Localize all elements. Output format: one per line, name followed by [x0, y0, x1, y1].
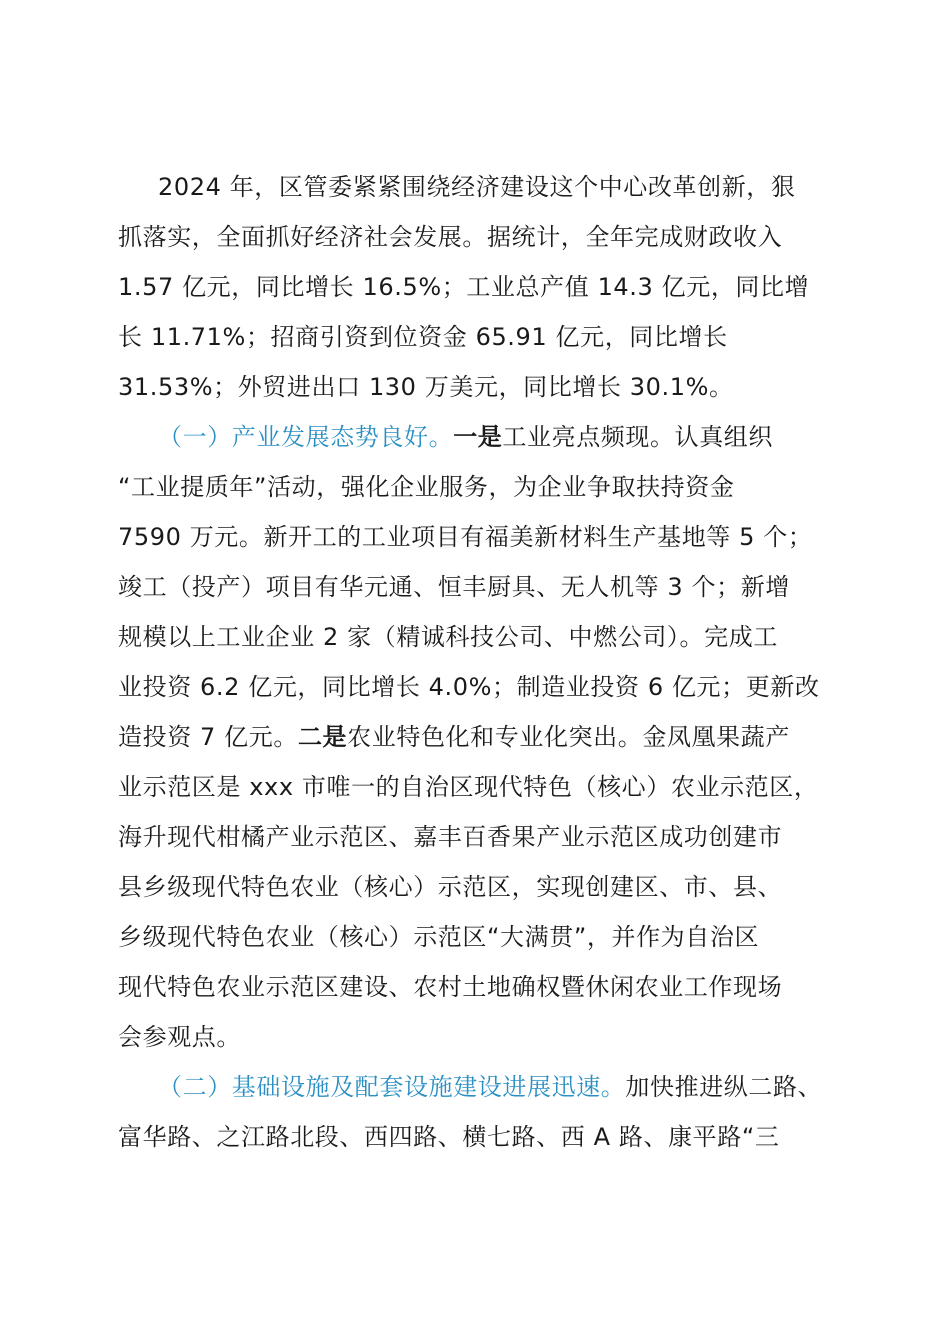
- point-text: 造投资 7 亿元。: [118, 723, 298, 751]
- paragraph-line: [118, 722, 790, 752]
- section-heading-line: [158, 1072, 822, 1102]
- paragraph-line: 乡级现代特色农业（核心）示范区“大满贯”，并作为自治区: [118, 923, 760, 951]
- paragraph-line: 抓落实，全面抓好经济社会发展。据统计，全年完成财政收入: [118, 223, 783, 251]
- paragraph-line: 业投资 6.2 亿元，同比增长 4.0%；制造业投资 6 亿元；更新改: [118, 673, 820, 701]
- paragraph-line: 竣工（投产）项目有华元通、恒丰厨具、无人机等 3 个；新增: [118, 573, 790, 601]
- point-text: 工业亮点频现。认真组织: [502, 423, 774, 451]
- paragraph-line: 规模以上工业企业 2 家（精诚科技公司、中燃公司）。完成工: [118, 623, 778, 651]
- section-heading-line: [158, 422, 773, 452]
- paragraph-line: 2024 年，区管委紧紧围绕经济建设这个中心改革创新，狠: [158, 173, 796, 201]
- point-text: 农业特色化和专业化突出。金凤凰果蔬产: [347, 723, 790, 751]
- paragraph-line: “工业提质年”活动，强化企业服务，为企业争取扶持资金: [118, 473, 735, 501]
- point-text: 加快推进纵二路、: [625, 1073, 823, 1101]
- paragraph-line: 长 11.71%；招商引资到位资金 65.91 亿元，同比增长: [118, 323, 728, 351]
- paragraph-line: 业示范区是 xxx 市唯一的自治区现代特色（核心）农业示范区，: [118, 773, 819, 801]
- section-heading: （二）基础设施及配套设施建设进展迅速。: [158, 1073, 626, 1101]
- paragraph-line: 海升现代柑橘产业示范区、嘉丰百香果产业示范区成功创建市: [118, 823, 783, 851]
- paragraph-line: 31.53%；外贸进出口 130 万美元，同比增长 30.1%。: [118, 373, 734, 401]
- paragraph-line: 会参观点。: [118, 1023, 241, 1051]
- paragraph-line: 富华路、之江路北段、西四路、横七路、西 A 路、康平路“三: [118, 1123, 780, 1151]
- section-heading: （一）产业发展态势良好。: [158, 423, 454, 451]
- point-label: 二是: [297, 723, 348, 751]
- paragraph-line: 县乡级现代特色农业（核心）示范区，实现创建区、市、县、: [118, 873, 783, 901]
- paragraph-line: 1.57 亿元，同比增长 16.5%；工业总产值 14.3 亿元，同比增: [118, 273, 810, 301]
- paragraph-line: 7590 万元。新开工的工业项目有福美新材料生产基地等 5 个；: [118, 523, 813, 551]
- point-label: 一是: [453, 423, 503, 451]
- paragraph-line: 现代特色农业示范区建设、农村土地确权暨休闲农业工作现场: [118, 973, 783, 1001]
